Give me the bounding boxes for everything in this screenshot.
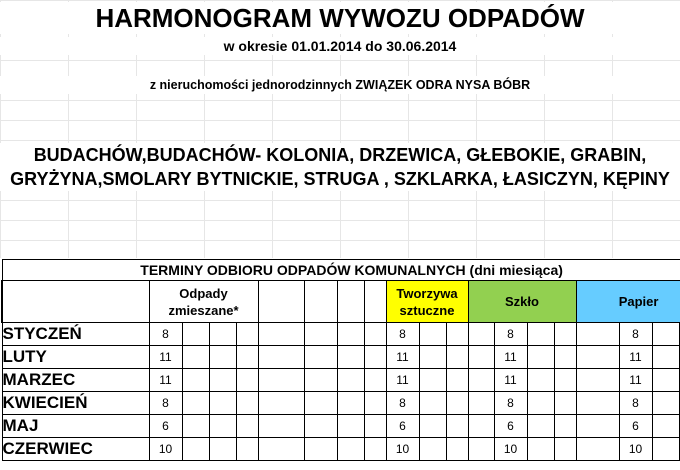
paper-day: 11 <box>619 346 652 369</box>
table-row <box>2 415 680 438</box>
month-name: MARZEC <box>2 369 149 392</box>
glass-day: 6 <box>494 415 527 438</box>
mixed-day: 11 <box>149 369 182 392</box>
table-row <box>2 392 680 415</box>
glass-day: 11 <box>494 369 527 392</box>
glass-day: 8 <box>494 392 527 415</box>
paper-day: 10 <box>619 438 652 461</box>
mixed-day: 8 <box>149 323 182 346</box>
plastic-day: 11 <box>386 346 419 369</box>
glass-day: 11 <box>494 346 527 369</box>
paper-day: 8 <box>619 392 652 415</box>
mixed-day: 8 <box>149 392 182 415</box>
category-mixed: Odpady zmieszane* <box>149 281 258 323</box>
table-row <box>2 369 680 392</box>
plastic-day: 6 <box>386 415 419 438</box>
month-header-blank <box>2 281 149 323</box>
paper-day: 11 <box>619 369 652 392</box>
month-name: STYCZEŃ <box>2 323 149 346</box>
glass-day: 10 <box>494 438 527 461</box>
glass-day: 8 <box>494 323 527 346</box>
schedule-title: TERMINY ODBIORU ODPADÓW KOMUNALNYCH (dni miesiąca) <box>2 260 680 281</box>
table-row <box>2 323 680 346</box>
mixed-day: 6 <box>149 415 182 438</box>
plastic-day: 10 <box>386 438 419 461</box>
category-plastic: Tworzywa sztuczne <box>386 281 468 323</box>
places-list: BUDACHÓW,BUDACHÓW- KOLONIA, DRZEWICA, GŁEBOKIE, GRABIN, GRYŻYNA,SMOLARY BYTNICKIE, STRUGA , SZKLARKA, ŁASICZYN, KĘPINY <box>0 143 680 191</box>
month-name: KWIECIEŃ <box>2 392 149 415</box>
mixed-day: 10 <box>149 438 182 461</box>
mixed-day: 11 <box>149 346 182 369</box>
month-name: CZERWIEC <box>2 438 149 461</box>
month-name: MAJ <box>2 415 149 438</box>
month-name: LUTY <box>2 346 149 369</box>
origin-subtitle: z nieruchomości jednorodzinnych ZWIĄZEK ODRA NYSA BÓBR <box>0 76 680 94</box>
schedule-table <box>1 259 680 461</box>
page-title: HARMONOGRAM WYWOZU ODPADÓW <box>0 2 680 34</box>
table-row <box>2 346 680 369</box>
plastic-day: 11 <box>386 369 419 392</box>
plastic-day: 8 <box>386 323 419 346</box>
period-subtitle: w okresie 01.01.2014 do 30.06.2014 <box>0 37 680 55</box>
paper-day: 8 <box>619 323 652 346</box>
category-paper: Papier <box>576 281 680 323</box>
plastic-day: 8 <box>386 392 419 415</box>
table-row <box>2 438 680 461</box>
paper-day: 6 <box>619 415 652 438</box>
category-glass: Szkło <box>468 281 576 323</box>
